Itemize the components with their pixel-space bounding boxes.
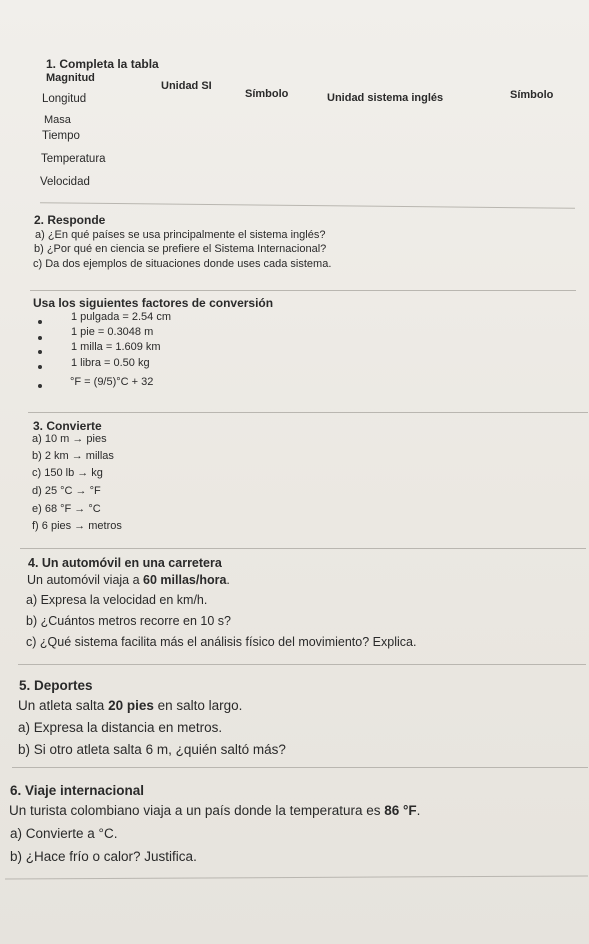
bullet-dot [38,336,42,340]
table-header-unidad-ingles: Unidad sistema inglés [327,92,444,104]
question-6a: a) Convierte a °C. [10,826,118,841]
divider-line [12,767,588,768]
divider-line [18,664,586,665]
question-2c: c) Da dos ejemplos de situaciones donde uses cada sistema. [33,258,332,270]
bullet-dot [38,365,42,369]
factors-title: Usa los siguientes factores de conversión [33,296,274,310]
convert-item-d: d) 25 °C → °F [32,485,101,497]
divider-line [28,412,588,413]
section-1-title: 1. Completa la tabla [46,57,159,71]
section-2-title: 2. Responde [34,213,106,227]
section-5-title: 5. Deportes [19,678,93,693]
question-2a: a) ¿En qué países se usa principalmente el sistema inglés? [35,229,326,241]
divider-line [40,202,575,209]
table-row-masa: Masa [44,114,71,126]
table-row-temperatura: Temperatura [41,153,106,165]
convert-item-c: c) 150 lb → kg [32,467,103,479]
table-header-magnitud: Magnitud [46,72,95,84]
convert-item-a: a) 10 m → pies [32,433,107,445]
convert-item-b: b) 2 km → millas [32,450,114,462]
divider-line [5,875,588,879]
factor-libra: 1 libra = 0.50 kg [71,357,150,369]
factor-fahrenheit: °F = (9/5)°C + 32 [70,376,154,388]
section-6-title: 6. Viaje internacional [10,783,145,798]
table-row-longitud: Longitud [42,93,87,105]
question-6b: b) ¿Hace frío o calor? Justifica. [10,849,197,864]
divider-line [20,548,586,549]
question-2b: b) ¿Por qué en ciencia se prefiere el Sistema Internacional? [34,243,327,255]
bullet-dot [38,320,42,324]
convert-item-f: f) 6 pies → metros [32,520,122,532]
table-header-simbolo-si: Símbolo [245,88,289,100]
question-4a: a) Expresa la velocidad en km/h. [26,593,208,607]
question-5b: b) Si otro atleta salta 6 m, ¿quién saltó más? [18,742,286,757]
question-4c: c) ¿Qué sistema facilita más el análisis físico del movimiento? Explica. [26,635,417,649]
divider-line [30,290,576,291]
section-5-intro: Un atleta salta 20 pies en salto largo. [18,698,243,713]
section-3-title: 3. Convierte [33,419,102,433]
bullet-dot [38,384,42,388]
factor-pie: 1 pie = 0.3048 m [71,326,154,338]
question-4b: b) ¿Cuántos metros recorre en 10 s? [26,614,231,628]
question-5a: a) Expresa la distancia en metros. [18,720,223,735]
table-header-unidad-si: Unidad SI [161,80,212,92]
section-4-intro: Un automóvil viaja a 60 millas/hora. [27,573,230,587]
table-row-velocidad: Velocidad [40,176,90,188]
table-row-tiempo: Tiempo [42,130,80,142]
bullet-dot [38,350,42,354]
factor-pulgada: 1 pulgada = 2.54 cm [71,311,171,323]
table-header-simbolo-ingles: Símbolo [510,89,554,101]
convert-item-e: e) 68 °F → °C [32,503,101,515]
section-4-title: 4. Un automóvil en una carretera [28,556,222,570]
section-6-intro: Un turista colombiano viaja a un país donde la temperatura es 86 °F. [9,803,421,818]
factor-milla: 1 milla = 1.609 km [71,341,161,353]
